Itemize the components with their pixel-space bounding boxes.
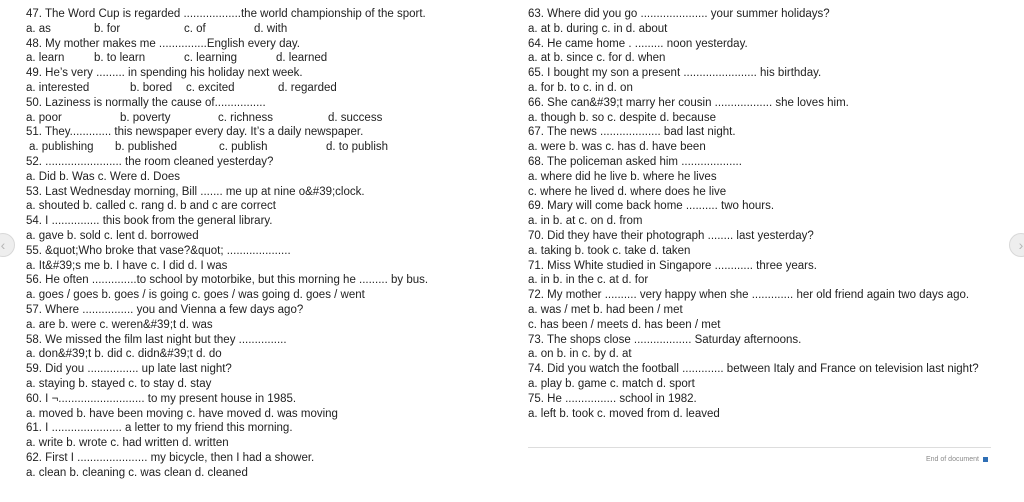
question-line: 50. Laziness is normally the cause of................ — [26, 96, 266, 109]
answer-option: a. as — [26, 22, 51, 35]
question-line: a. write b. wrote c. had written d. written — [26, 437, 229, 450]
question-line: 67. The news ................... bad last night. — [528, 126, 736, 139]
question-line: 68. The policeman asked him ................... — [528, 155, 742, 168]
question-line: 59. Did you ................ up late last night? — [26, 363, 232, 376]
question-line: a. gave b. sold c. lent d. borrowed — [26, 229, 199, 242]
question-line: 58. We missed the film last night but they ............... — [26, 333, 287, 346]
question-line: 74. Did you watch the football ............. between Italy and France on television last night? — [528, 363, 979, 376]
answer-option: c. publish — [219, 141, 268, 154]
question-line: a. were b. was c. has d. have been — [528, 141, 706, 154]
question-line: a. are b. were c. weren&#39;t d. was — [26, 318, 213, 331]
question-line: 52. ........................ the room cleaned yesterday? — [26, 155, 274, 168]
answer-option: a. learn — [26, 52, 65, 65]
question-line: 69. Mary will come back home .......... two hours. — [528, 200, 775, 213]
question-line: a. play b. game c. match d. sport — [528, 377, 695, 390]
question-line: a. though b. so c. despite d. because — [528, 111, 716, 124]
answer-option: c. learning — [184, 52, 238, 65]
question-line: a. clean b. cleaning c. was clean d. cleaned — [26, 466, 248, 479]
question-line: 55. &quot;Who broke that vase?&quot; .................... — [26, 244, 291, 257]
question-line: 66. She can&#39;t marry her cousin .................. she loves him. — [528, 96, 849, 109]
end-of-document-note — [926, 456, 988, 463]
question-line: 56. He often ..............to school by motorbike, but this morning he ......... by bus. — [26, 274, 429, 287]
question-line: a. shouted b. called c. rang d. b and c are correct — [26, 200, 276, 213]
question-line: a. left b. took c. moved from d. leaved — [528, 407, 720, 420]
question-line: 75. He ................ school in 1982. — [528, 392, 697, 405]
question-line: 51. They............. this newspaper every day. It’s a daily newspaper. — [26, 126, 364, 139]
question-line: a. was / met b. had been / met — [528, 303, 683, 316]
question-line: a. staying b. stayed c. to stay d. stay — [26, 377, 212, 390]
answer-option: d. with — [254, 22, 288, 35]
question-line: a. for b. to c. in d. on — [528, 81, 633, 94]
answer-options-row — [26, 111, 496, 126]
answer-options-row — [26, 140, 496, 155]
question-line: 57. Where ................ you and Vienna a few days ago? — [26, 303, 304, 316]
answer-option: b. published — [115, 141, 178, 154]
question-line: a. It&#39;s me b. I have c. I did d. I was — [26, 259, 228, 272]
answer-option: a. poor — [26, 111, 62, 124]
question-line: 62. First I ...................... my bicycle, then I had a shower. — [26, 451, 315, 464]
question-line: a. in b. in the c. at d. for — [528, 274, 649, 287]
answer-option: a. interested — [26, 81, 90, 94]
answer-options-row — [26, 22, 496, 37]
answer-options-row — [26, 81, 496, 96]
question-line: a. at b. since c. for d. when — [528, 52, 666, 65]
end-divider — [528, 447, 991, 448]
question-line: 47. The Word Cup is regarded ..................the world championship of the sport. — [26, 8, 426, 20]
answer-option: d. to publish — [326, 141, 389, 154]
question-line: a. moved b. have been moving c. have moved d. was moving — [26, 407, 338, 420]
question-line: a. in b. at c. on d. from — [528, 215, 643, 228]
question-line: 63. Where did you go ..................... your summer holidays? — [528, 8, 830, 20]
previous-page-arrow-icon[interactable]: ‹ — [0, 233, 15, 257]
right-question-column — [528, 7, 998, 421]
answer-option: a. publishing — [29, 141, 94, 154]
question-line: c. has been / meets d. has been / met — [528, 318, 721, 331]
answer-option: c. of — [184, 22, 206, 35]
question-line: 65. I bought my son a present ....................... his birthday. — [528, 67, 822, 80]
question-line: 73. The shops close .................. Saturday afternoons. — [528, 333, 802, 346]
answer-option: b. to learn — [94, 52, 146, 65]
question-line: a. don&#39;t b. did c. didn&#39;t d. do — [26, 348, 222, 361]
question-line: 61. I ...................... a letter to my friend this morning. — [26, 422, 293, 435]
answer-option: d. regarded — [278, 81, 337, 94]
question-line: 70. Did they have their photograph ........ last yesterday? — [528, 229, 814, 242]
question-line: 53. Last Wednesday morning, Bill ....... me up at nine o&#39;clock. — [26, 185, 365, 198]
answer-options-row — [26, 51, 496, 66]
answer-option: c. excited — [186, 81, 235, 94]
question-line: 60. I ¬........................... to my present house in 1985. — [26, 392, 297, 405]
question-line: 64. He came home . ......... noon yesterday. — [528, 37, 748, 50]
question-line: c. where he lived d. where does he live — [528, 185, 727, 198]
answer-option: d. learned — [276, 52, 328, 65]
question-line: a. Did b. Was c. Were d. Does — [26, 170, 181, 183]
next-page-arrow-icon[interactable]: › — [1009, 233, 1024, 257]
question-line: 48. My mother makes me ...............English every day. — [26, 37, 300, 50]
question-line: a. taking b. took c. take d. taken — [528, 244, 691, 257]
question-line: 49. He’s very ......... in spending his holiday next week. — [26, 67, 303, 80]
question-line: 71. Miss White studied in Singapore ............ three years. — [528, 259, 817, 272]
answer-option: b. poverty — [120, 111, 171, 124]
question-line: a. at b. during c. in d. about — [528, 22, 668, 35]
question-line: 72. My mother .......... very happy when she ............. her old friend again two days ago. — [528, 289, 970, 302]
end-of-document-label: End of document — [926, 456, 979, 463]
question-line: a. on b. in c. by d. at — [528, 348, 632, 361]
question-line: a. where did he live b. where he lives — [528, 170, 717, 183]
answer-option: b. bored — [130, 81, 173, 94]
end-square-icon — [983, 457, 988, 462]
answer-option: c. richness — [218, 111, 273, 124]
question-line: a. goes / goes b. goes / is going c. goes / was going d. goes / went — [26, 289, 365, 302]
question-line: 54. I ............... this book from the general library. — [26, 215, 273, 228]
answer-option: d. success — [328, 111, 383, 124]
answer-option: b. for — [94, 22, 121, 35]
left-question-column — [26, 7, 496, 481]
